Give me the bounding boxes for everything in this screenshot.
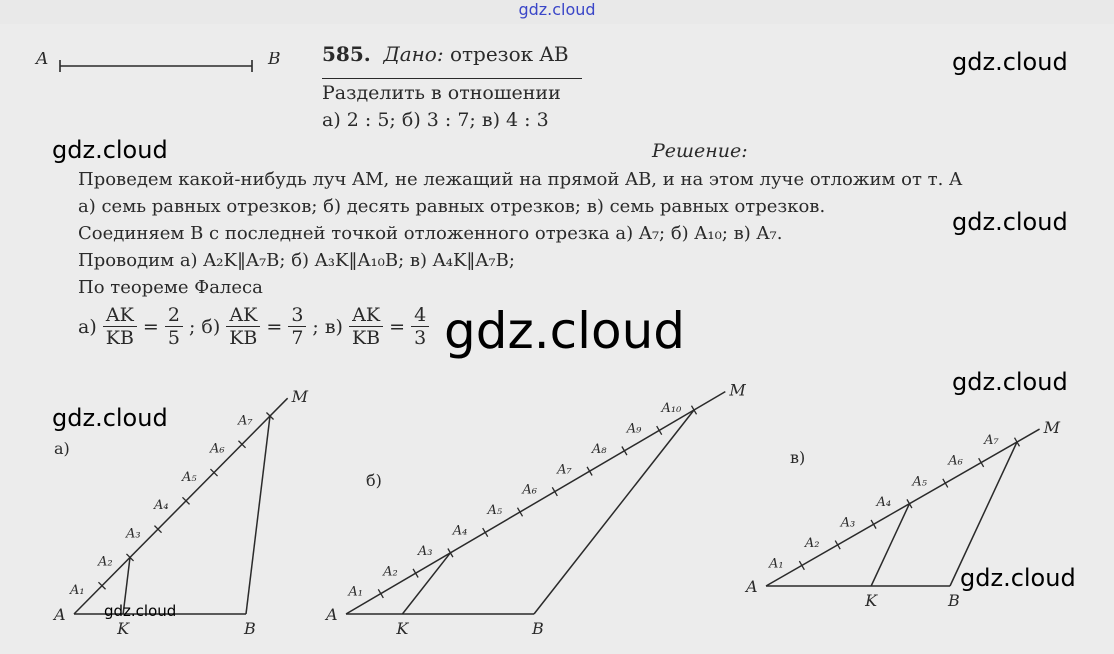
fig-b-tick-5 bbox=[517, 508, 522, 517]
fig-a-label-m: M bbox=[291, 387, 309, 407]
ratio-b-rnum: 3 bbox=[288, 304, 306, 327]
watermark-6: gdz.cloud bbox=[52, 404, 168, 432]
watermark-4: gdz.cloud bbox=[444, 302, 686, 360]
fig-c-tick-6 bbox=[979, 458, 984, 467]
fig-b-tick-9 bbox=[657, 426, 662, 435]
ratio-b-eq: = bbox=[266, 315, 283, 338]
ratio-c-den: KB bbox=[351, 327, 381, 349]
fig-c-label-a: A bbox=[746, 577, 758, 596]
fig-a-label-b: B bbox=[244, 619, 256, 638]
fig-a-point-label-1: A₁ bbox=[70, 583, 85, 599]
ratios-line: а) 2 : 5; б) 3 : 7; в) 4 : 3 bbox=[322, 109, 549, 131]
fig-c-point-label-6: A₆ bbox=[948, 453, 963, 469]
fig-c-tick-1 bbox=[799, 561, 804, 570]
given-text: отрезок AB bbox=[449, 42, 569, 66]
segment-ab-left-label: A bbox=[36, 52, 49, 69]
ratio-a-sep: ; б) bbox=[188, 315, 221, 338]
solution-line-3: Соединяем B с последней точкой отложенного отрезка а) A₇; б) A₁₀; в) A₇. bbox=[78, 223, 783, 244]
ratio-a-num: AK bbox=[103, 304, 137, 327]
fig-b-point-label-2: A₂ bbox=[383, 564, 398, 580]
fig-c-label-k: K bbox=[865, 591, 878, 610]
fig-a-closing-line bbox=[246, 416, 270, 614]
figure-b bbox=[324, 381, 746, 638]
fig-c-point-label-4: A₄ bbox=[876, 494, 892, 510]
fig-c-tick-3 bbox=[871, 520, 876, 529]
fig-c-tick-5 bbox=[943, 479, 948, 488]
fig-c-ray bbox=[766, 429, 1040, 586]
ratio-c-rnum: 4 bbox=[411, 304, 429, 327]
ratio-b-den: KB bbox=[229, 327, 258, 349]
fig-b-closing-line bbox=[534, 410, 694, 614]
watermark-5: gdz.cloud bbox=[952, 368, 1068, 396]
fig-b-point-label-6: A₆ bbox=[522, 482, 537, 498]
solution-heading: Решение: bbox=[652, 140, 748, 162]
fig-a-point-label-7: A₇ bbox=[238, 413, 253, 429]
fig-a-point-label-3: A₃ bbox=[126, 526, 141, 542]
fig-b-tick-1 bbox=[378, 589, 383, 598]
fig-c-point-label-7: A₇ bbox=[984, 433, 999, 449]
fig-b-point-label-3: A₃ bbox=[417, 543, 433, 559]
watermark-2: gdz.cloud bbox=[52, 136, 168, 164]
ratio-b-sep: ; в) bbox=[312, 315, 343, 338]
watermark-3: gdz.cloud bbox=[952, 208, 1068, 236]
problem-number: 585. bbox=[322, 42, 371, 66]
fig-b-ray bbox=[346, 392, 725, 614]
fig-b-point-label-10: A₁₀ bbox=[661, 401, 682, 417]
fig-a-label-k: K bbox=[117, 619, 130, 638]
fig-c-label-b: B bbox=[948, 591, 960, 610]
watermark-7: gdz.cloud bbox=[960, 564, 1076, 592]
fig-b-point-label-1: A₁ bbox=[348, 584, 363, 600]
site-mark[interactable]: gdz.cloud bbox=[518, 0, 596, 19]
fig-a-label-a: A bbox=[54, 605, 66, 624]
segment-ab-right-label: B bbox=[268, 52, 281, 69]
watermark-1: gdz.cloud bbox=[952, 48, 1068, 76]
solution-line-1: Проведем какой-нибудь луч AM, не лежащий на прямой AB, и на этом луче отложим от т. A bbox=[78, 169, 963, 190]
ratio-c-num: AK bbox=[349, 304, 383, 327]
ratio-a-eq: = bbox=[142, 315, 159, 338]
fig-c-point-label-5: A₅ bbox=[912, 474, 927, 490]
given-label: Дано: bbox=[383, 42, 444, 66]
ratio-b-rden: 7 bbox=[291, 327, 304, 349]
fig-a-point-label-2: A₂ bbox=[98, 554, 113, 570]
fig-b-point-label-7: A₇ bbox=[557, 462, 572, 478]
fig-b-point-label-9: A₉ bbox=[626, 421, 642, 437]
fig-b-label-a: A bbox=[326, 605, 338, 624]
fig-c-label-m: M bbox=[1043, 418, 1060, 438]
fig-b-parallel-line bbox=[402, 553, 450, 614]
ratio-c-eq: = bbox=[389, 315, 406, 338]
figure-b-tag: б) bbox=[366, 471, 382, 490]
solution-line-5: По теореме Фалеса bbox=[78, 277, 263, 298]
fig-a-point-label-5: A₅ bbox=[182, 469, 197, 485]
fig-a-point-label-4: A₄ bbox=[154, 498, 169, 514]
fig-c-point-label-2: A₂ bbox=[804, 535, 820, 551]
fig-b-point-label-5: A₅ bbox=[487, 503, 503, 519]
fig-b-tick-7 bbox=[587, 467, 592, 476]
fig-b-label-m: M bbox=[729, 380, 746, 400]
fig-c-parallel-line bbox=[871, 504, 909, 586]
fig-b-tick-8 bbox=[622, 446, 627, 455]
ratio-c-rden: 3 bbox=[414, 327, 427, 349]
fig-a-point-label-6: A₆ bbox=[210, 441, 225, 457]
fig-b-point-label-8: A₈ bbox=[591, 441, 607, 457]
figure-a-tag: а) bbox=[54, 439, 70, 458]
fig-c-point-label-1: A₁ bbox=[768, 556, 784, 572]
ratio-a-rnum: 2 bbox=[165, 304, 183, 327]
ratio-a-den: KB bbox=[105, 327, 134, 349]
fig-b-tick-4 bbox=[483, 528, 488, 537]
fig-b-tick-2 bbox=[413, 569, 418, 578]
fig-b-label-k: K bbox=[396, 619, 409, 638]
watermark-8: gdz.cloud bbox=[104, 602, 177, 620]
ratio-a-prefix: а) bbox=[78, 315, 97, 338]
fig-c-tick-2 bbox=[835, 541, 840, 550]
ratio-b-num: AK bbox=[226, 304, 260, 327]
textbook-page bbox=[0, 24, 1114, 654]
solution-line-4: Проводим а) A₂K‖A₇B; б) A₃K‖A₁₀B; в) A₄K‖A₇B; bbox=[78, 250, 515, 271]
solution-line-2: а) семь равных отрезков; б) десять равных отрезков; в) семь равных отрезков. bbox=[78, 196, 826, 217]
fig-b-point-label-4: A₄ bbox=[452, 523, 468, 539]
fig-c-point-label-3: A₃ bbox=[840, 515, 856, 531]
fig-b-label-b: B bbox=[532, 619, 544, 638]
task-line: Разделить в отношении bbox=[322, 82, 561, 104]
ratio-a-rden: 5 bbox=[167, 327, 180, 349]
fig-b-tick-6 bbox=[552, 487, 557, 496]
figure-c-tag: в) bbox=[790, 448, 806, 467]
